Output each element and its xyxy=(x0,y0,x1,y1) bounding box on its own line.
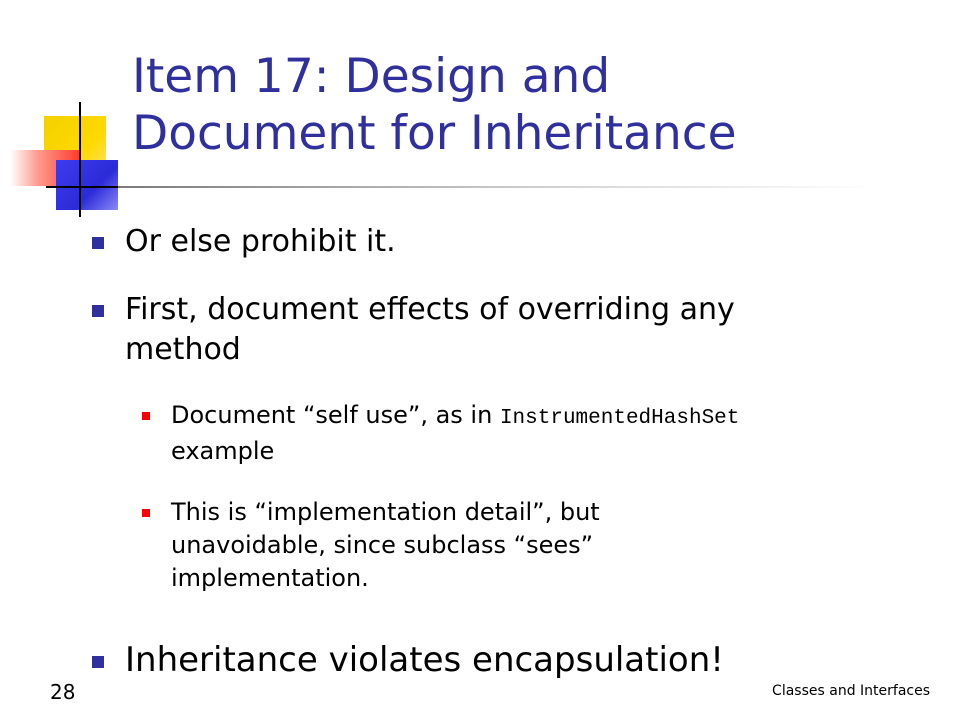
sub-bullet-text-line-2: unavoidable, since subclass “sees” xyxy=(171,531,594,559)
title-line-1: Item 17: Design and xyxy=(132,49,611,104)
bullet-marker xyxy=(92,305,104,317)
footer-text: Classes and Interfaces xyxy=(772,683,930,699)
sub-bullet-text xyxy=(171,399,932,468)
sub-bullet-marker xyxy=(142,509,150,517)
sub-bullet-text xyxy=(171,496,932,595)
page-number: 28 xyxy=(50,680,76,704)
sub-bullet-item xyxy=(142,399,932,468)
bullet-text-line-2: method xyxy=(125,332,241,367)
sub-bullet-item xyxy=(142,496,932,595)
bullet-text xyxy=(125,290,932,370)
sub-bullet-text-post: example xyxy=(171,437,275,465)
bullet-text-line-1: First, document effects of overriding any xyxy=(125,292,735,327)
code-class-name: InstrumentedHashSet xyxy=(499,407,740,430)
sub-bullet-text-line-1: This is “implementation detail”, but xyxy=(171,498,600,526)
bullet-text: Inheritance violates encapsulation! xyxy=(125,640,724,680)
bullet-marker xyxy=(92,237,104,249)
bullet-marker xyxy=(92,656,104,668)
sub-bullet-marker xyxy=(142,412,150,420)
bullet-text: Or else prohibit it. xyxy=(125,224,396,259)
title-underline xyxy=(118,186,878,188)
bullet-item xyxy=(92,290,932,370)
title-line-2: Document for Inheritance xyxy=(132,106,737,161)
bullet-item xyxy=(92,638,932,682)
slide-title xyxy=(132,48,932,162)
vertical-line xyxy=(79,102,81,217)
sub-bullet-text-line-3: implementation. xyxy=(171,564,369,592)
blue-square xyxy=(56,160,118,210)
sub-bullet-text-pre: Document “self use”, as in xyxy=(171,401,500,429)
bullet-item xyxy=(92,222,932,262)
